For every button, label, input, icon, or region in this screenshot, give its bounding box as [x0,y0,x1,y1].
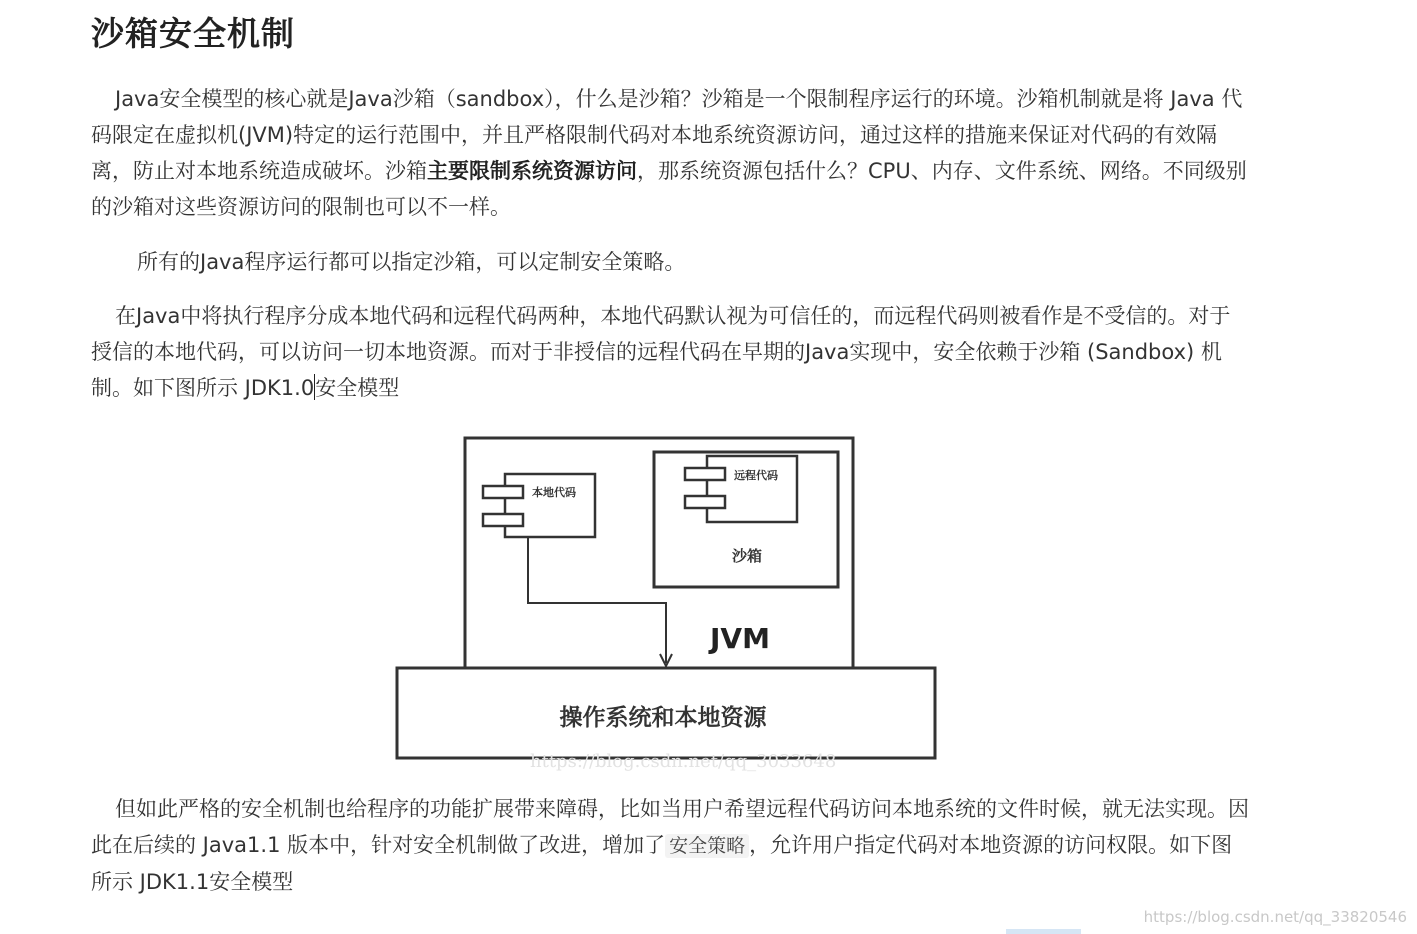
p4-text: 但如此严格的安全机制也给程序的功能扩展带来障碍，比如当用户希望远程代码访问本地系统的文件时候，就无法实现。因此在后续的 Java1.1 版本中，针对安全机制做了改进，增加了 [91,797,1249,857]
diagram-watermark: https://blog.csdn.net/qq_3033648 [530,751,837,772]
page-watermark: https://blog.csdn.net/qq_33820546 [1143,908,1407,926]
p3-text-end: 安全模型 [315,376,400,400]
local-code-label: 本地代码 [532,486,576,499]
p3-text: 在Java中将执行程序分成本地代码和远程代码两种，本地代码默认视为可信任的，而远程代码则被看作是不受信的。对于授信的本地代码，可以访问一切本地资源。而对于非授信的远程代码在早期的Java实现中，安全依赖于沙箱 (Sandbox) 机制。如下图所示 JDK1.0 [91,304,1231,400]
scroll-indicator [1006,929,1081,934]
p1-bold-text: 主要限制系统资源访问 [427,159,637,183]
paragraph-jdk11 [91,791,1251,900]
p1-text-end: ，那系统资源包括什么？CPU、内存、文件系统、网络。不同级别的沙箱对这些资源访问的限制也可以不一样。 [91,159,1247,219]
jdk10-security-model-diagram [390,430,950,775]
os-label: 操作系统和本地资源 [559,704,767,731]
paragraph-sandbox-intro [91,81,1251,225]
article-title: 沙箱安全机制 [91,14,295,53]
paragraph-code-types [91,298,1251,406]
sandbox-label: 沙箱 [731,547,763,565]
remote-code-label: 远程代码 [734,469,778,482]
inline-code-security-policy: 安全策略 [665,834,749,858]
p4-text-end: ，允许用户指定代码对本地资源的访问权限。如下图所示 JDK1.1安全模型 [91,833,1233,894]
paragraph-policy: 所有的Java程序运行都可以指定沙箱，可以定制安全策略。 [137,250,686,274]
p1-text: Java安全模型的核心就是Java沙箱（sandbox），什么是沙箱？沙箱是一个限制程序运行的环境。沙箱机制就是将 Java 代码限定在虚拟机(JVM)特定的运行范围中，并且严格限制代码对本地系统资源访问，通过这样的措施来保证对代码的有效隔离，防止对本地系统造成破坏。沙箱 [91,87,1243,183]
jvm-label: JVM [710,622,770,655]
